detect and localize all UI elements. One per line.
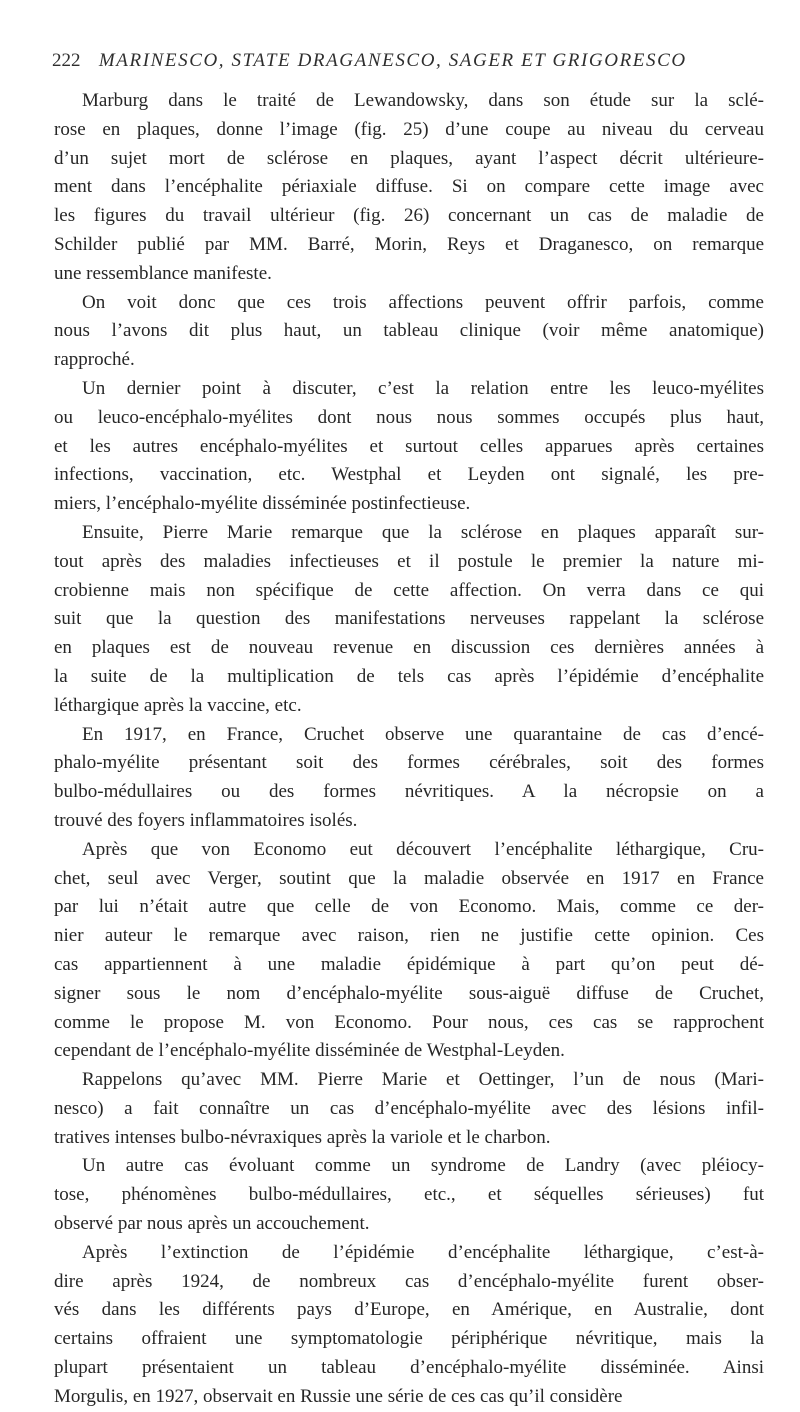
text-line: ment dans l’encéphalite périaxiale diffuse. Si on compare cette image avec bbox=[54, 176, 764, 198]
paragraph bbox=[54, 1066, 764, 1152]
paragraph bbox=[54, 519, 764, 721]
text-line: dire après 1924, de nombreux cas d’encéphalo-myélite furent obser- bbox=[54, 1270, 764, 1292]
body-text bbox=[54, 87, 764, 1412]
paragraph bbox=[54, 87, 764, 289]
text-line: cas appartiennent à une maladie épidémique à part qu’on peut dé- bbox=[54, 953, 764, 975]
text-line: Schilder publié par MM. Barré, Morin, Reys et Draganesco, on remarque bbox=[54, 233, 764, 255]
text-line: Ensuite, Pierre Marie remarque que la sclérose en plaques apparaît sur- bbox=[82, 521, 764, 543]
page-number: 222 bbox=[52, 50, 81, 71]
text-line: signer sous le nom d’encéphalo-myélite sous-aiguë diffuse de Cruchet, bbox=[54, 982, 764, 1004]
running-head bbox=[52, 50, 772, 82]
text-line: tratives intenses bulbo-névraxiques après la variole et le charbon. bbox=[54, 1126, 551, 1148]
text-line: suit que la question des manifestations nerveuses rappelant la sclérose bbox=[54, 608, 764, 630]
running-title: MARINESCO, STATE DRAGANESCO, SAGER ET GRIGORESCO bbox=[98, 50, 687, 71]
text-line: Morgulis, en 1927, observait en Russie une série de ces cas qu’il considère bbox=[54, 1385, 623, 1407]
text-line: ou leuco-encéphalo-myélites dont nous nous sommes occupés plus haut, bbox=[54, 406, 764, 428]
text-line: nier auteur le remarque avec raison, rien ne justifie cette opinion. Ces bbox=[54, 925, 764, 947]
paragraph bbox=[54, 836, 764, 1066]
text-line: infections, vaccination, etc. Westphal et Leyden ont signalé, les pre- bbox=[54, 464, 764, 486]
text-line: bulbo-médullaires ou des formes névritiques. A la nécropsie on a bbox=[54, 781, 764, 803]
text-line: et les autres encéphalo-myélites et surtout celles apparues après certaines bbox=[54, 435, 764, 457]
text-line: En 1917, en France, Cruchet observe une quarantaine de cas d’encé- bbox=[82, 723, 764, 745]
text-line: tout après des maladies infectieuses et il postule le premier la nature mi- bbox=[54, 550, 764, 572]
text-line: chet, seul avec Verger, soutint que la maladie observée en 1917 en France bbox=[54, 867, 764, 889]
text-line: certains offraient une symptomatologie périphérique névritique, mais la bbox=[54, 1328, 764, 1350]
text-line: comme le propose M. von Economo. Pour nous, ces cas se rapprochent bbox=[54, 1011, 764, 1033]
text-line: rapproché. bbox=[54, 349, 135, 371]
text-line: tose, phénomènes bulbo-médullaires, etc., et séquelles sérieuses) fut bbox=[54, 1184, 764, 1206]
text-line: nesco) a fait connaître un cas d’encéphalo-myélite avec des lésions infil- bbox=[54, 1097, 764, 1119]
text-line: Un autre cas évoluant comme un syndrome de Landry (avec pléiocy- bbox=[82, 1155, 764, 1177]
paragraph bbox=[54, 375, 764, 519]
text-line: rose en plaques, donne l’image (fig. 25) d’une coupe au niveau du cerveau bbox=[54, 118, 764, 140]
text-line: On voit donc que ces trois affections peuvent offrir parfois, comme bbox=[82, 291, 764, 313]
paragraph bbox=[54, 289, 764, 375]
paragraph bbox=[54, 1152, 764, 1238]
text-line: nous l’avons dit plus haut, un tableau clinique (voir même anatomique) bbox=[54, 320, 764, 342]
text-line: en plaques est de nouveau revenue en discussion ces dernières années à bbox=[54, 637, 764, 659]
text-line: léthargique après la vaccine, etc. bbox=[54, 694, 302, 716]
text-line: par lui n’était autre que celle de von Economo. Mais, comme ce der- bbox=[54, 896, 764, 918]
text-line: Marburg dans le traité de Lewandowsky, dans son étude sur la sclé- bbox=[82, 90, 764, 111]
text-line: Rappelons qu’avec MM. Pierre Marie et Oettinger, l’un de nous (Mari- bbox=[82, 1069, 764, 1091]
text-line: la suite de la multiplication de tels cas après l’épidémie d’encéphalite bbox=[54, 665, 764, 687]
text-line: trouvé des foyers inflammatoires isolés. bbox=[54, 809, 358, 831]
text-line: une ressemblance manifeste. bbox=[54, 262, 272, 284]
text-line: crobienne mais non spécifique de cette affection. On verra dans ce qui bbox=[54, 579, 764, 601]
text-line: cependant de l’encéphalo-myélite disséminée de Westphal-Leyden. bbox=[54, 1040, 565, 1062]
paragraph bbox=[54, 721, 764, 836]
text-line: Après que von Economo eut découvert l’encéphalite léthargique, Cru- bbox=[82, 838, 764, 860]
text-line: observé par nous après un accouchement. bbox=[54, 1213, 370, 1235]
text-line: d’un sujet mort de sclérose en plaques, ayant l’aspect décrit ultérieure- bbox=[54, 147, 764, 169]
text-line: vés dans les différents pays d’Europe, en Amérique, en Australie, dont bbox=[54, 1299, 764, 1321]
text-line: plupart présentaient un tableau d’encéphalo-myélite disséminée. Ainsi bbox=[54, 1357, 764, 1379]
text-line: Un dernier point à discuter, c’est la relation entre les leuco-myélites bbox=[82, 377, 764, 399]
text-line: Après l’extinction de l’épidémie d’encéphalite léthargique, c’est-à- bbox=[82, 1241, 764, 1263]
text-line: miers, l’encéphalo-myélite disséminée postinfectieuse. bbox=[54, 493, 471, 515]
text-line: les figures du travail ultérieur (fig. 26) concernant un cas de maladie de bbox=[54, 205, 764, 227]
text-line: phalo-myélite présentant soit des formes cérébrales, soit des formes bbox=[54, 752, 764, 774]
